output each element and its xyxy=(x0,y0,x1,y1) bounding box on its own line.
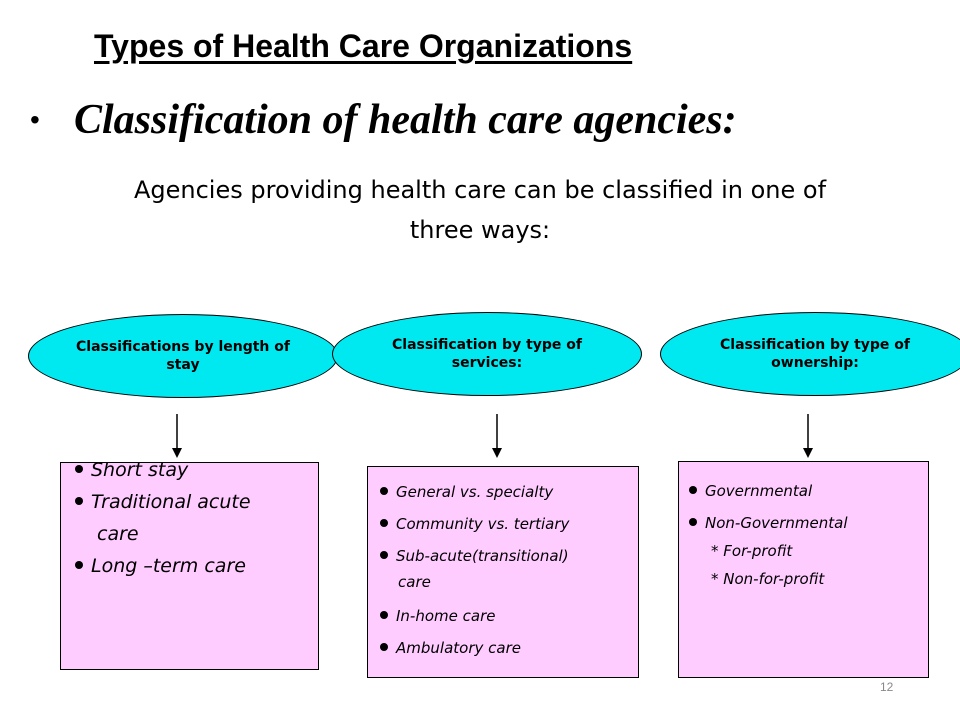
oval-label-line-2: services: xyxy=(451,355,523,371)
list-item: care xyxy=(398,573,431,591)
list-item: Short stay xyxy=(75,459,188,481)
list-item: * Non-for-profit xyxy=(711,570,825,588)
bullet-icon xyxy=(75,497,83,505)
subtitle-line-2: three ways: xyxy=(409,216,551,244)
oval-label-line-1: Classifications by length of xyxy=(76,339,290,355)
oval-label-line-1: Classification by type of xyxy=(392,337,582,353)
bullet-icon xyxy=(380,487,388,495)
list-item: Traditional acute xyxy=(75,491,251,513)
arrow-down-icon xyxy=(491,414,503,458)
list-item: Governmental xyxy=(689,482,812,500)
category-oval-length-of-stay xyxy=(28,314,338,398)
bullet-icon xyxy=(689,486,697,494)
bullet-icon xyxy=(380,519,388,527)
list-item: * For-profit xyxy=(711,542,793,560)
list-item: Ambulatory care xyxy=(380,639,521,657)
oval-label-line-2: ownership: xyxy=(771,355,859,371)
category-oval-type-of-services xyxy=(332,312,642,396)
list-box-type-of-ownership xyxy=(678,461,929,678)
category-oval-type-of-ownership xyxy=(660,312,960,396)
slide-title: Types of Health Care Organizations xyxy=(94,28,633,64)
subtitle-line-1: Agencies providing health care can be classified in one of xyxy=(133,176,827,204)
arrow-down-icon xyxy=(802,414,814,458)
oval-label-line-2: stay xyxy=(166,357,200,373)
subtitle xyxy=(40,170,920,250)
bullet-icon xyxy=(689,518,697,526)
page-number: 12 xyxy=(880,680,894,694)
bullet-icon xyxy=(380,611,388,619)
section-heading: Classification of health care agencies: xyxy=(74,97,737,143)
bullet-icon xyxy=(380,643,388,651)
list-item: Non-Governmental xyxy=(689,514,848,532)
list-item: Sub-acute(transitional) xyxy=(380,547,569,565)
list-item: Community vs. tertiary xyxy=(380,515,569,533)
list-box-type-of-services xyxy=(367,466,639,678)
list-box-length-of-stay xyxy=(60,459,319,670)
bullet-icon xyxy=(380,551,388,559)
bullet-icon: • xyxy=(30,104,40,135)
bullet-icon xyxy=(75,465,83,473)
bullet-icon xyxy=(75,561,83,569)
list-item: In-home care xyxy=(380,607,495,625)
list-item: care xyxy=(97,523,139,545)
list-item: Long –term care xyxy=(75,555,246,577)
oval-label-line-1: Classification by type of xyxy=(720,337,910,353)
list-item: General vs. specialty xyxy=(380,483,553,501)
arrow-down-icon xyxy=(171,414,183,458)
heading-row xyxy=(30,96,737,144)
